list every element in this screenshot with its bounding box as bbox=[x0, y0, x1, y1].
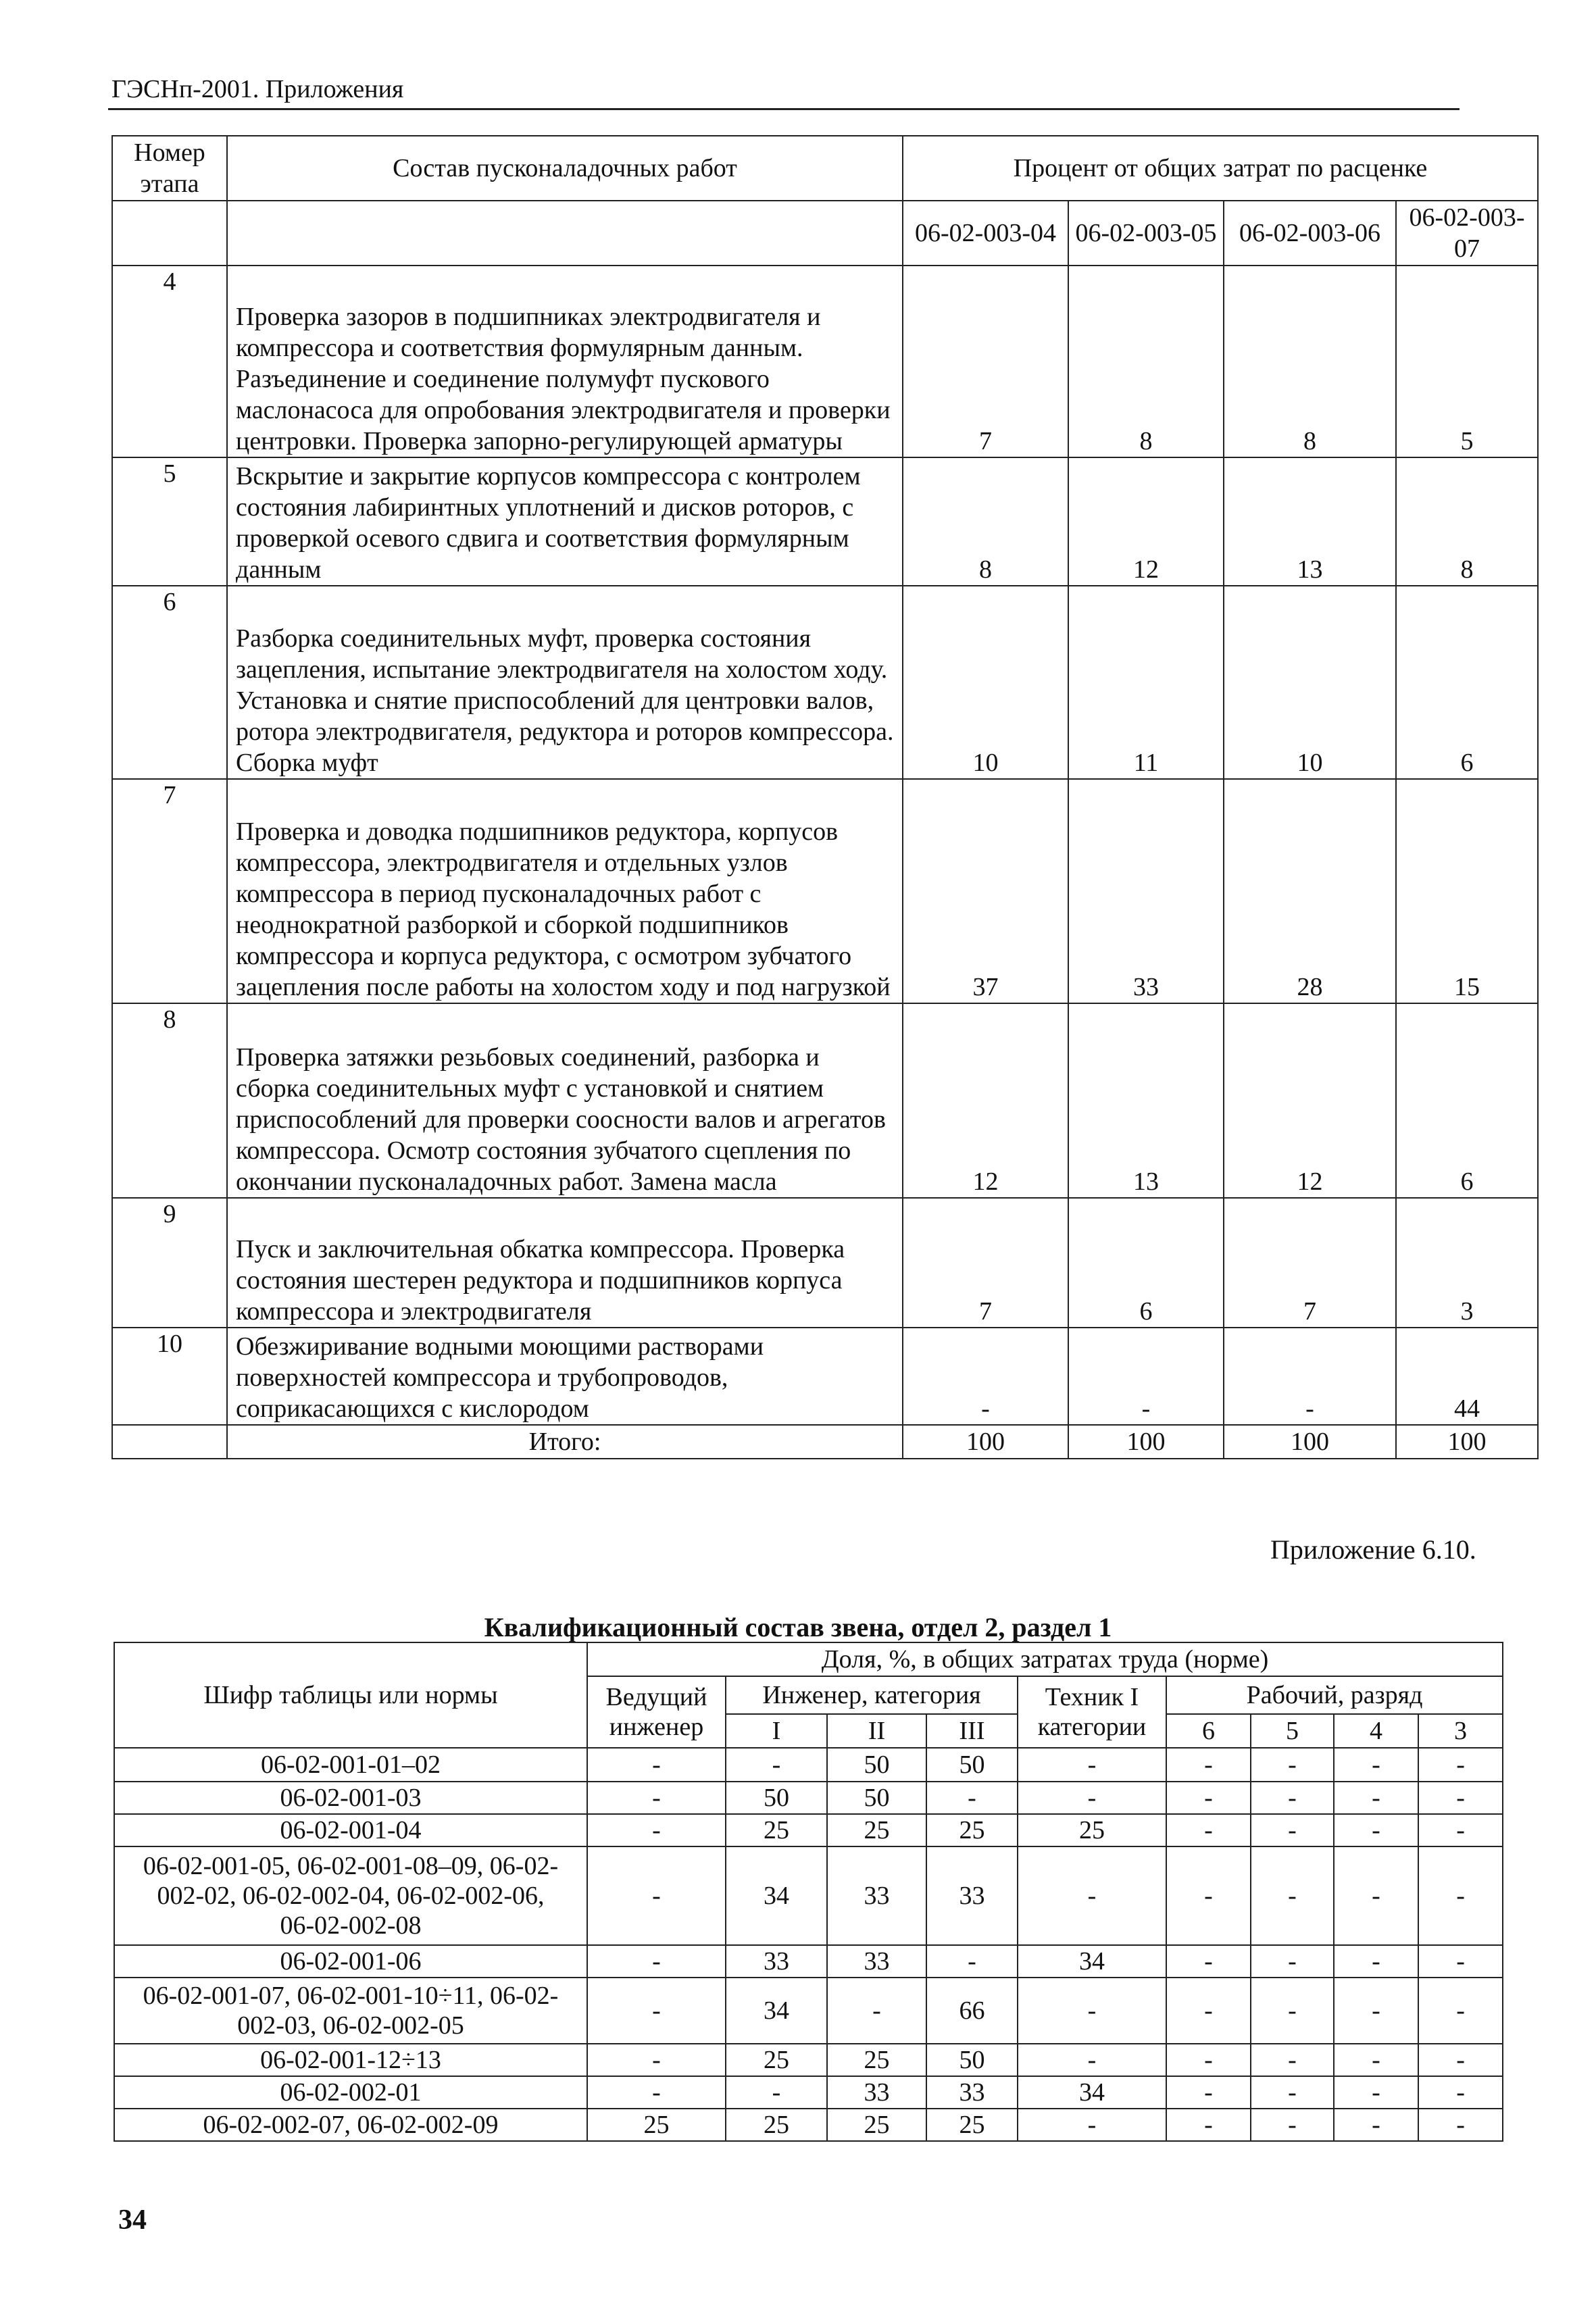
share-value: - bbox=[1251, 1978, 1334, 2044]
code-header: 06-02-003-06 bbox=[1224, 201, 1396, 266]
share-value: - bbox=[1018, 1978, 1166, 2044]
share-value: 34 bbox=[1018, 1945, 1166, 1978]
share-value: - bbox=[1018, 2044, 1166, 2076]
blank-cell bbox=[112, 201, 227, 266]
total-label: Итого: bbox=[227, 1425, 903, 1459]
share-value: - bbox=[1334, 2109, 1418, 2141]
col-percent-header: Процент от общих затрат по расценке bbox=[903, 136, 1538, 201]
worker-grade: 4 bbox=[1334, 1714, 1418, 1748]
eng-category: III bbox=[926, 1714, 1018, 1748]
share-value: - bbox=[1166, 1782, 1251, 1814]
share-value: 50 bbox=[926, 2044, 1018, 2076]
table2-title: Квалификационный состав звена, отдел 2, раздел 1 bbox=[484, 1612, 1112, 1642]
percent-value: - bbox=[903, 1328, 1068, 1425]
table-row bbox=[114, 1748, 1503, 1782]
stage-number: 9 bbox=[112, 1198, 227, 1328]
share-value: - bbox=[1418, 1978, 1503, 2044]
share-value: - bbox=[1018, 1748, 1166, 1782]
table-row bbox=[112, 779, 1538, 1003]
stage-number: 7 bbox=[112, 779, 227, 1003]
percent-value: 12 bbox=[1068, 457, 1224, 586]
code-header: 06-02-003-04 bbox=[903, 201, 1068, 266]
work-description: Пуск и заключительная обкатка компрессора. Проверка состояния шестерен редуктора и подшипников корпуса компрессора и электродвигателя bbox=[227, 1198, 903, 1328]
table-row bbox=[112, 586, 1538, 779]
share-value: - bbox=[1418, 1814, 1503, 1846]
work-description: Проверка затяжки резьбовых соединений, разборка и сборка соединительных муфт с установкой и снятием приспособлений для проверки соосности валов и агрегатов компрессора. Осмотр состояния зубчатого сцепления по окончании пусконаладочных работ. Замена масла bbox=[227, 1003, 903, 1198]
table-row bbox=[112, 1198, 1538, 1328]
share-value: - bbox=[1166, 2109, 1251, 2141]
share-value: 25 bbox=[827, 2109, 926, 2141]
percent-value: 13 bbox=[1224, 457, 1396, 586]
share-value: - bbox=[1418, 2076, 1503, 2109]
percent-value: - bbox=[1068, 1328, 1224, 1425]
col-share-header: Доля, %, в общих затратах труда (норме) bbox=[587, 1642, 1503, 1676]
percent-value: 10 bbox=[903, 586, 1068, 779]
share-value: 50 bbox=[926, 1748, 1018, 1782]
share-value: - bbox=[1418, 2109, 1503, 2141]
total-value: 100 bbox=[1224, 1425, 1396, 1459]
stage-number: 4 bbox=[112, 266, 227, 457]
norm-code: 06-02-002-01 bbox=[114, 2076, 587, 2109]
table-row bbox=[112, 457, 1538, 586]
percent-value: 28 bbox=[1224, 779, 1396, 1003]
share-value: - bbox=[1334, 2076, 1418, 2109]
work-description: Разборка соединительных муфт, проверка состояния зацепления, испытание электродвигателя на холостом ходу. Установка и снятие приспособлений для центровки валов, ротора электродвигателя, редуктора и роторов компрессора. Сборка муфт bbox=[227, 586, 903, 779]
percent-value: 7 bbox=[903, 266, 1068, 457]
share-value: - bbox=[1334, 1748, 1418, 1782]
percent-value: 12 bbox=[903, 1003, 1068, 1198]
share-value: - bbox=[1166, 2076, 1251, 2109]
header-rule bbox=[108, 108, 1460, 110]
share-value: - bbox=[926, 1945, 1018, 1978]
share-value: - bbox=[1251, 1945, 1334, 1978]
norm-code: 06-02-001-01–02 bbox=[114, 1748, 587, 1782]
share-value: - bbox=[1166, 1945, 1251, 1978]
share-value: - bbox=[587, 2076, 726, 2109]
percent-value: 8 bbox=[903, 457, 1068, 586]
share-value: - bbox=[1418, 1945, 1503, 1978]
share-value: - bbox=[1018, 1782, 1166, 1814]
worker-grade: 6 bbox=[1166, 1714, 1251, 1748]
col-worker-header: Рабочий, разряд bbox=[1166, 1676, 1503, 1714]
norm-code: 06-02-001-05, 06-02-001-08–09, 06-02-002-02, 06-02-002-04, 06-02-002-06, 06-02-002-08 bbox=[114, 1846, 587, 1945]
share-value: - bbox=[1251, 1846, 1334, 1945]
table-row bbox=[114, 1782, 1503, 1814]
percent-value: 3 bbox=[1396, 1198, 1538, 1328]
share-value: 25 bbox=[726, 2109, 827, 2141]
share-value: - bbox=[1334, 1978, 1418, 2044]
table-row bbox=[114, 2076, 1503, 2109]
col-stage-header: Номер этапа bbox=[112, 136, 227, 201]
percent-value: 7 bbox=[1224, 1198, 1396, 1328]
percent-value: 6 bbox=[1396, 586, 1538, 779]
percent-value: 11 bbox=[1068, 586, 1224, 779]
code-header: 06-02-003-05 bbox=[1068, 201, 1224, 266]
table-row bbox=[112, 266, 1538, 457]
share-value: 25 bbox=[726, 2044, 827, 2076]
eng-category: II bbox=[827, 1714, 926, 1748]
share-value: 33 bbox=[926, 1846, 1018, 1945]
share-value: - bbox=[1418, 1748, 1503, 1782]
table-row bbox=[114, 1945, 1503, 1978]
total-value: 100 bbox=[1396, 1425, 1538, 1459]
total-value: 100 bbox=[903, 1425, 1068, 1459]
running-header: ГЭСНп-2001. Приложения bbox=[111, 75, 404, 103]
works-percent-table bbox=[111, 135, 1539, 1459]
col-lead-header: Ведущий инженер bbox=[587, 1676, 726, 1748]
table-row bbox=[114, 1846, 1503, 1945]
share-value: - bbox=[587, 1846, 726, 1945]
code-header: 06-02-003-07 bbox=[1396, 201, 1538, 266]
share-value: - bbox=[1251, 2044, 1334, 2076]
share-value: - bbox=[587, 1978, 726, 2044]
work-description: Проверка и доводка подшипников редуктора, корпусов компрессора, электродвигателя и отдельных узлов компрессора в период пусконаладочных работ с неоднократной разборкой и сборкой подшипников компрессора и корпуса редуктора, с осмотром зубчатого зацепления после работы на холостом ходу и под нагрузкой bbox=[227, 779, 903, 1003]
total-row bbox=[112, 1425, 1538, 1459]
share-value: 33 bbox=[827, 2076, 926, 2109]
percent-value: 37 bbox=[903, 779, 1068, 1003]
share-value: - bbox=[1018, 2109, 1166, 2141]
percent-value: 8 bbox=[1224, 266, 1396, 457]
share-value: - bbox=[1166, 2044, 1251, 2076]
percent-value: 12 bbox=[1224, 1003, 1396, 1198]
table-row bbox=[114, 1978, 1503, 2044]
percent-value: 5 bbox=[1396, 266, 1538, 457]
eng-category: I bbox=[726, 1714, 827, 1748]
percent-value: 10 bbox=[1224, 586, 1396, 779]
table-row bbox=[114, 1814, 1503, 1846]
share-value: - bbox=[1251, 1782, 1334, 1814]
share-value: - bbox=[1334, 2044, 1418, 2076]
qualification-table bbox=[114, 1642, 1503, 2142]
percent-value: 15 bbox=[1396, 779, 1538, 1003]
stage-number: 5 bbox=[112, 457, 227, 586]
share-value: 34 bbox=[1018, 2076, 1166, 2109]
table-row bbox=[114, 2044, 1503, 2076]
share-value: - bbox=[1334, 1814, 1418, 1846]
share-value: 25 bbox=[926, 2109, 1018, 2141]
appendix-label: Приложение 6.10. bbox=[1270, 1534, 1476, 1565]
share-value: - bbox=[1418, 2044, 1503, 2076]
share-value: 66 bbox=[926, 1978, 1018, 2044]
blank-cell bbox=[227, 201, 903, 266]
percent-value: 13 bbox=[1068, 1003, 1224, 1198]
share-value: - bbox=[1251, 1814, 1334, 1846]
norm-code: 06-02-001-04 bbox=[114, 1814, 587, 1846]
share-value: 34 bbox=[726, 1978, 827, 2044]
share-value: 33 bbox=[827, 1945, 926, 1978]
share-value: - bbox=[1251, 2109, 1334, 2141]
share-value: - bbox=[726, 2076, 827, 2109]
share-value: - bbox=[1166, 1814, 1251, 1846]
blank-cell bbox=[112, 1425, 227, 1459]
share-value: - bbox=[1334, 1846, 1418, 1945]
worker-grade: 3 bbox=[1418, 1714, 1503, 1748]
share-value: - bbox=[827, 1978, 926, 2044]
stage-number: 10 bbox=[112, 1328, 227, 1425]
share-value: - bbox=[1418, 1782, 1503, 1814]
work-description: Вскрытие и закрытие корпусов компрессора с контролем состояния лабиринтных уплотнений и дисков роторов, с проверкой осевого сдвига и соответствия формулярным данным bbox=[227, 457, 903, 586]
total-value: 100 bbox=[1068, 1425, 1224, 1459]
share-value: - bbox=[1166, 1846, 1251, 1945]
share-value: - bbox=[1418, 1846, 1503, 1945]
norm-code: 06-02-001-03 bbox=[114, 1782, 587, 1814]
stage-number: 8 bbox=[112, 1003, 227, 1198]
norm-code: 06-02-002-07, 06-02-002-09 bbox=[114, 2109, 587, 2141]
share-value: - bbox=[1166, 1748, 1251, 1782]
percent-value: 44 bbox=[1396, 1328, 1538, 1425]
percent-value: 8 bbox=[1396, 457, 1538, 586]
share-value: - bbox=[587, 1814, 726, 1846]
share-value: - bbox=[1251, 1748, 1334, 1782]
percent-value: 8 bbox=[1068, 266, 1224, 457]
share-value: - bbox=[1334, 1945, 1418, 1978]
percent-value: 33 bbox=[1068, 779, 1224, 1003]
share-value: - bbox=[1334, 1782, 1418, 1814]
table-row bbox=[114, 2109, 1503, 2141]
norm-code: 06-02-001-07, 06-02-001-10÷11, 06-02-002-03, 06-02-002-05 bbox=[114, 1978, 587, 2044]
col-work-header: Состав пусконаладочных работ bbox=[227, 136, 903, 201]
share-value: 33 bbox=[726, 1945, 827, 1978]
norm-code: 06-02-001-06 bbox=[114, 1945, 587, 1978]
share-value: - bbox=[587, 2044, 726, 2076]
col-code-header: Шифр таблицы или нормы bbox=[114, 1642, 587, 1748]
share-value: 25 bbox=[587, 2109, 726, 2141]
share-value: - bbox=[1166, 1978, 1251, 2044]
share-value: - bbox=[1251, 2076, 1334, 2109]
share-value: - bbox=[1018, 1846, 1166, 1945]
share-value: 25 bbox=[1018, 1814, 1166, 1846]
share-value: 25 bbox=[827, 1814, 926, 1846]
share-value: - bbox=[587, 1782, 726, 1814]
table-row bbox=[112, 1003, 1538, 1198]
share-value: 25 bbox=[827, 2044, 926, 2076]
share-value: 25 bbox=[926, 1814, 1018, 1846]
stage-number: 6 bbox=[112, 586, 227, 779]
norm-code: 06-02-001-12÷13 bbox=[114, 2044, 587, 2076]
share-value: 34 bbox=[726, 1846, 827, 1945]
share-value: 33 bbox=[827, 1846, 926, 1945]
share-value: - bbox=[587, 1945, 726, 1978]
share-value: 25 bbox=[726, 1814, 827, 1846]
table-row bbox=[112, 1328, 1538, 1425]
share-value: 50 bbox=[726, 1782, 827, 1814]
share-value: - bbox=[726, 1748, 827, 1782]
percent-value: 6 bbox=[1068, 1198, 1224, 1328]
worker-grade: 5 bbox=[1251, 1714, 1334, 1748]
col-engineer-header: Инженер, категория bbox=[726, 1676, 1018, 1714]
percent-value: 7 bbox=[903, 1198, 1068, 1328]
col-tech-header: Техник I категории bbox=[1018, 1676, 1166, 1748]
share-value: 33 bbox=[926, 2076, 1018, 2109]
work-description: Обезжиривание водными моющими растворами поверхностей компрессора и трубопроводов, соприкасающихся с кислородом bbox=[227, 1328, 903, 1425]
share-value: - bbox=[926, 1782, 1018, 1814]
page-number: 34 bbox=[118, 2205, 147, 2236]
share-value: 50 bbox=[827, 1782, 926, 1814]
share-value: 50 bbox=[827, 1748, 926, 1782]
share-value: - bbox=[587, 1748, 726, 1782]
work-description: Проверка зазоров в подшипниках электродвигателя и компрессора и соответствия формулярным данным. Разъединение и соединение полумуфт пускового маслонасоса для опробования электродвигателя и проверки центровки. Проверка запорно-регулирующей арматуры bbox=[227, 266, 903, 457]
percent-value: - bbox=[1224, 1328, 1396, 1425]
percent-value: 6 bbox=[1396, 1003, 1538, 1198]
